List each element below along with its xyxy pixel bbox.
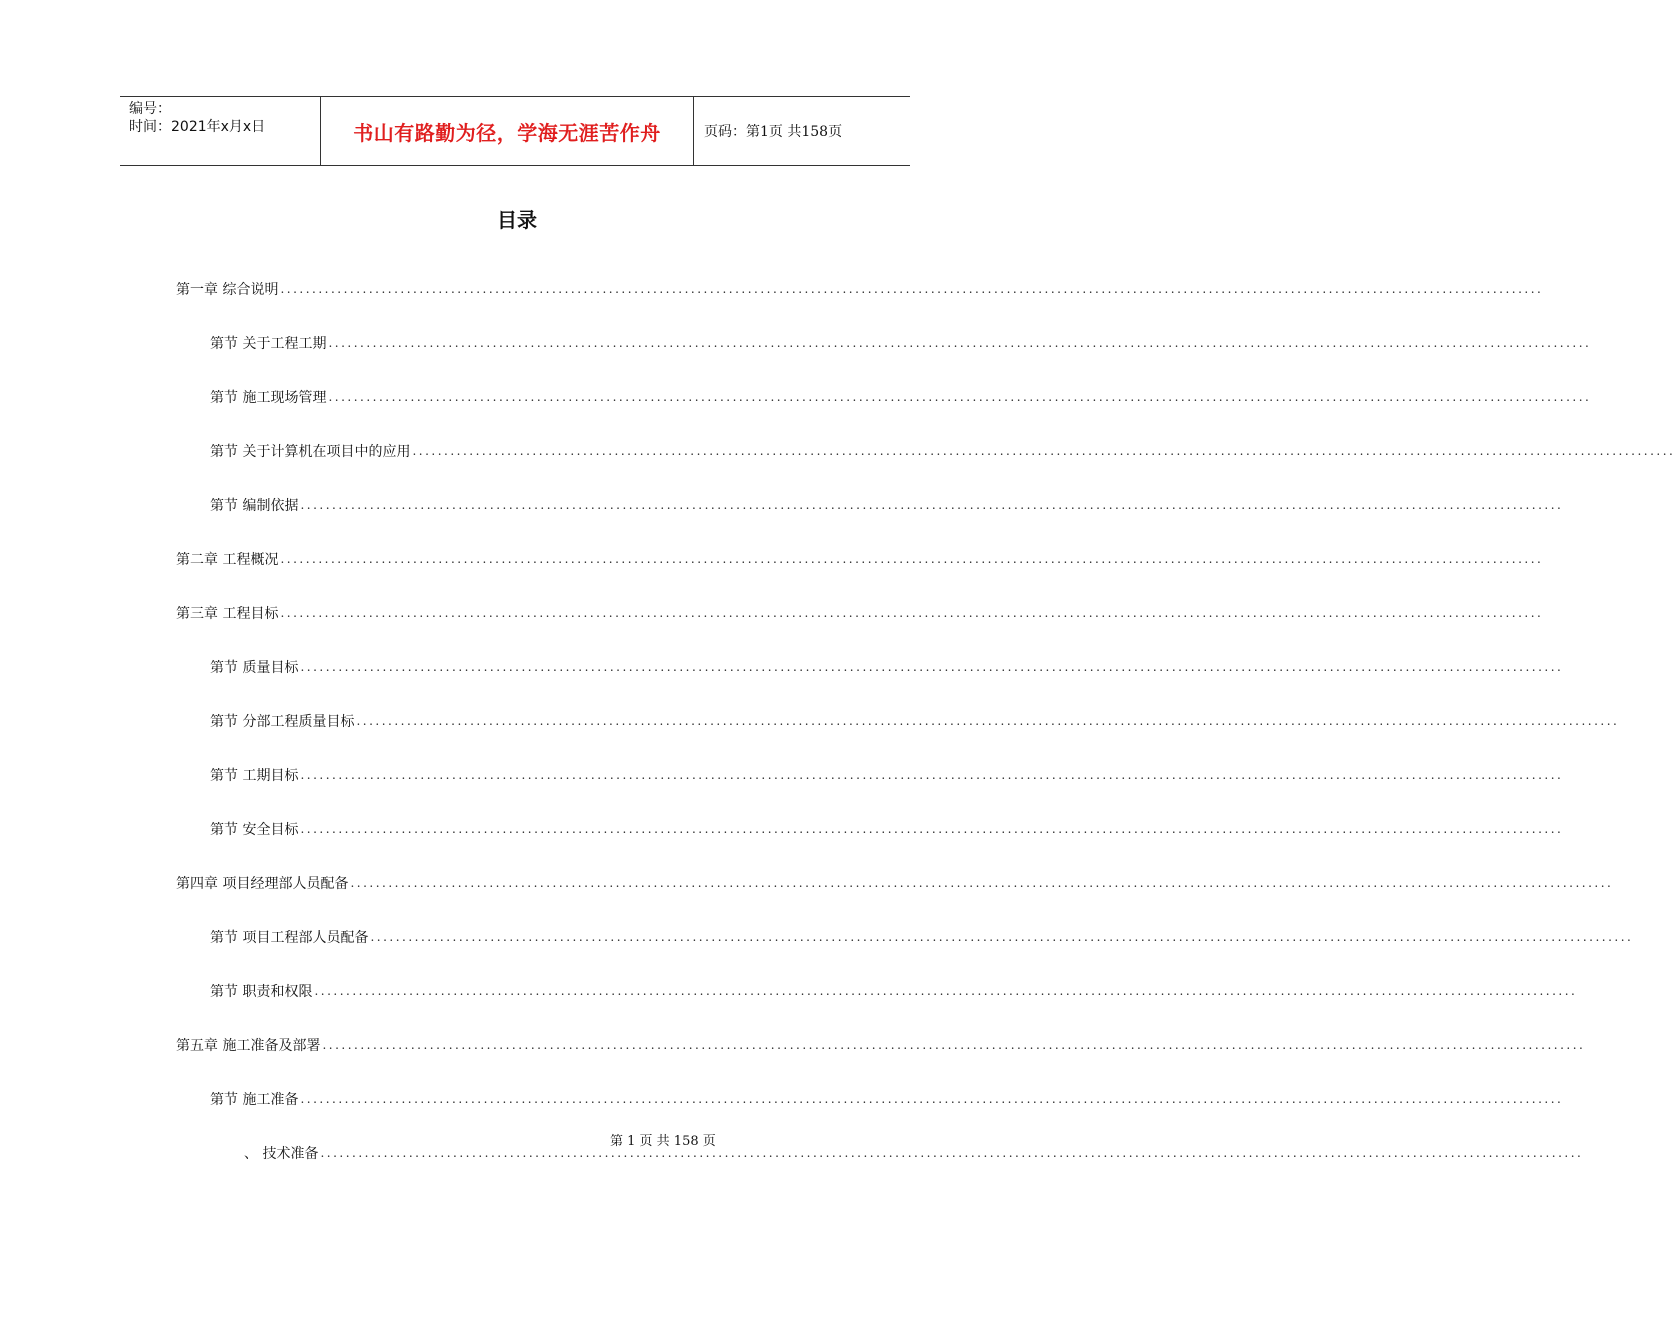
toc-entry[interactable] bbox=[0, 802, 1564, 856]
toc-entry-label: 第节 关于计算机在项目中的应用 bbox=[210, 441, 412, 461]
toc-dot-leader: ........................................................................................................................................................................................................ bbox=[300, 822, 1564, 836]
time-label: 时间：2021年x月x日 bbox=[129, 119, 266, 135]
toc-dot-leader: ........................................................................................................................................................................................................ bbox=[300, 660, 1564, 674]
toc-entry-label: 第节 项目工程部人员配备 bbox=[210, 927, 370, 947]
toc-entry-label: 第节 分部工程质量目标 bbox=[210, 711, 356, 731]
toc-entry-label: 第节 质量目标 bbox=[210, 657, 300, 677]
toc-dot-leader: ........................................................................................................................................................................................................ bbox=[328, 336, 1592, 350]
page-header bbox=[120, 96, 910, 166]
toc-entry[interactable] bbox=[0, 586, 1544, 640]
toc-entry[interactable] bbox=[0, 640, 1564, 694]
toc-entry[interactable] bbox=[0, 478, 1564, 532]
toc-entry-label: 第节 施工准备 bbox=[210, 1089, 300, 1109]
header-meta bbox=[120, 97, 321, 165]
toc-entry[interactable] bbox=[0, 910, 1634, 964]
number-label: 编号： bbox=[129, 101, 171, 117]
toc-entry[interactable] bbox=[0, 532, 1544, 586]
toc-dot-leader: ........................................................................................................................................................................................................ bbox=[356, 714, 1620, 728]
toc-dot-leader: ........................................................................................................................................................................................................ bbox=[320, 1146, 1584, 1160]
toc-dot-leader: ........................................................................................................................................................................................................ bbox=[280, 552, 1544, 566]
toc-entry[interactable] bbox=[0, 424, 1675, 478]
toc-entry[interactable] bbox=[0, 1126, 1584, 1180]
toc-entry-label: 第节 关于工程工期 bbox=[210, 333, 328, 353]
toc-entry[interactable] bbox=[0, 964, 1578, 1018]
table-of-contents bbox=[0, 262, 1675, 1180]
toc-entry-label: 第节 职责和权限 bbox=[210, 981, 314, 1001]
page-title: 目录 bbox=[497, 208, 537, 232]
toc-entry[interactable] bbox=[0, 1072, 1564, 1126]
toc-dot-leader: ........................................................................................................................................................................................................ bbox=[322, 1038, 1586, 1052]
toc-dot-leader: ........................................................................................................................................................................................................ bbox=[314, 984, 1578, 998]
toc-entry-label: 第节 安全目标 bbox=[210, 819, 300, 839]
toc-dot-leader: ........................................................................................................................................................................................................ bbox=[280, 282, 1544, 296]
toc-dot-leader: ........................................................................................................................................................................................................ bbox=[328, 390, 1592, 404]
toc-dot-leader: ........................................................................................................................................................................................................ bbox=[300, 768, 1564, 782]
toc-entry[interactable] bbox=[0, 262, 1544, 316]
toc-entry[interactable] bbox=[0, 856, 1614, 910]
toc-entry-label: 第节 工期目标 bbox=[210, 765, 300, 785]
toc-entry-label: 第四章 项目经理部人员配备 bbox=[176, 873, 350, 893]
toc-entry-label: 第二章 工程概况 bbox=[176, 549, 280, 569]
toc-dot-leader: ........................................................................................................................................................................................................ bbox=[300, 498, 1564, 512]
toc-dot-leader: ........................................................................................................................................................................................................ bbox=[370, 930, 1634, 944]
toc-entry-label: 第一章 综合说明 bbox=[176, 279, 280, 299]
toc-entry-label: 第节 施工现场管理 bbox=[210, 387, 328, 407]
toc-entry[interactable] bbox=[0, 748, 1564, 802]
toc-entry[interactable] bbox=[0, 1018, 1586, 1072]
toc-dot-leader: ........................................................................................................................................................................................................ bbox=[412, 444, 1675, 458]
toc-entry-label: 第五章 施工准备及部署 bbox=[176, 1035, 322, 1055]
toc-entry-label: 第节 编制依据 bbox=[210, 495, 300, 515]
toc-entry[interactable] bbox=[0, 370, 1592, 424]
toc-dot-leader: ........................................................................................................................................................................................................ bbox=[350, 876, 1614, 890]
toc-entry[interactable] bbox=[0, 316, 1592, 370]
toc-dot-leader: ........................................................................................................................................................................................................ bbox=[300, 1092, 1564, 1106]
toc-entry-label: 第三章 工程目标 bbox=[176, 603, 280, 623]
toc-entry-label: 、 技术准备 bbox=[244, 1143, 320, 1163]
toc-entry[interactable] bbox=[0, 694, 1620, 748]
toc-dot-leader: ........................................................................................................................................................................................................ bbox=[280, 606, 1544, 620]
page-footer: 第 1 页 共 158 页 bbox=[610, 1134, 716, 1149]
header-page-info: 页码：第1页 共158页 bbox=[704, 124, 843, 140]
header-motto: 书山有路勤为径，学海无涯苦作舟 bbox=[321, 97, 694, 165]
